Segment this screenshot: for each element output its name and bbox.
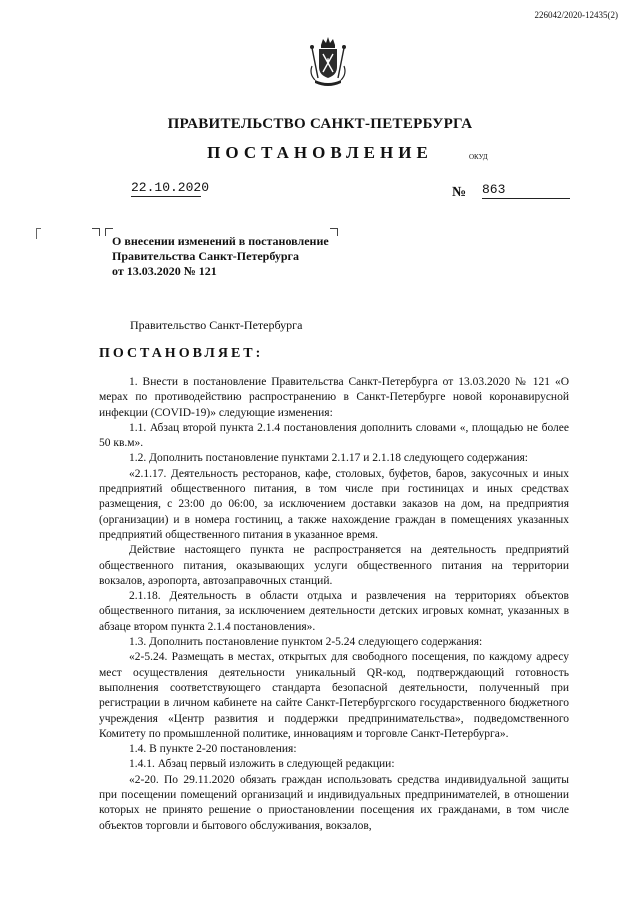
coat-of-arms-icon (306, 36, 350, 92)
document-type: ПОСТАНОВЛЕНИЕ (207, 143, 433, 162)
paragraph: 1.4.1. Абзац первый изложить в следующей редакции: (129, 758, 395, 771)
document-body (99, 375, 569, 834)
paragraph: «2.1.17. Деятельность ресторанов, кафе, столовых, буфетов, баров, закусочных и иных предприятий общественного питания, в том числе при гостиницах и иных средствах размещения, с 23:00 до 06:00, за исключением доставки заказов на дом, на предприятия (организации) и в номера гостиниц, а также нахождение граждан в помещениях указанных предприятий общественного питания в указанное время. (99, 467, 569, 541)
number-label: № (452, 185, 467, 200)
paragraph: 1.2. Дополнить постановление пунктами 2.1.17 и 2.1.18 следующего содержания: (129, 452, 528, 465)
paragraph: 1.1. Абзац второй пункта 2.1.4 постановления дополнить словами «, площадью не более 50 кв.м». (99, 421, 569, 450)
preamble: Правительство Санкт-Петербурга (130, 318, 303, 332)
paragraph: «2-20. По 29.11.2020 обязать граждан использовать средства индивидуальной защиты при посещении помещений организаций и индивидуальных предпринимателей, в отношении которых не принято решение о приостановлении посещения их гражданами, в том числе объектов торговли и бытового обслуживания, вокзалов, (99, 773, 569, 832)
subject-line: от 13.03.2020 № 121 (112, 264, 217, 278)
paragraph: 1.3. Дополнить постановление пунктом 2-5.24 следующего содержания: (129, 636, 483, 649)
corner-mark-left-outer (92, 228, 100, 236)
document-subject (112, 234, 352, 279)
paragraph: Действие настоящего пункта не распространяется на деятельность предприятий общественного питания, оказывающих услуги общественного питания на территории вокзалов, аэропорта, автозаправочных станций. (99, 544, 569, 587)
decree-heading: ПОСТАНОВЛЯЕТ: (99, 346, 264, 361)
document-date: 22.10.2020 (131, 180, 210, 195)
document-number: 863 (482, 182, 570, 199)
paragraph: 2.1.18. Деятельность в области отдыха и развлечения на территориях объектов общественного питания, за исключением деятельности детских игровых комнат, указанных в абзаце втором пункта 2.1.4 постановления». (99, 590, 569, 633)
paragraph: «2-5.24. Размещать в местах, открытых для свободного посещения, по каждому адресу мест осуществления деятельности уникальный QR-код, подтверждающий готовность выполнения соответствующего стандарта безопасной деятельности, полученный при регистрации в личном кабинете на сайте Санкт-Петербургского государственного бюджетного учреждения «Центр развития и поддержки предпринимательства», подведомственного Комитету по промышленной политике, инновациям и торговле Санкт-Петербурга». (99, 651, 569, 740)
margin-tick (36, 228, 41, 239)
document-id: 226042/2020-12435(2) (534, 10, 618, 20)
government-title: ПРАВИТЕЛЬСТВО САНКТ-ПЕТЕРБУРГА (167, 116, 473, 132)
paragraph: 1. Внести в постановление Правительства Санкт-Петербурга от 13.03.2020 № 121 «О мерах по противодействию распространению в Санкт-Петербурге новой коронавирусной инфекции (COVID-19)» следующие изменения: (99, 376, 569, 419)
subject-line: Правительства Санкт-Петербурга (112, 249, 300, 263)
okud-label: ОКУД (469, 153, 488, 161)
subject-line: О внесении изменений в постановление (112, 234, 329, 248)
paragraph: 1.4. В пункте 2-20 постановления: (129, 743, 297, 756)
